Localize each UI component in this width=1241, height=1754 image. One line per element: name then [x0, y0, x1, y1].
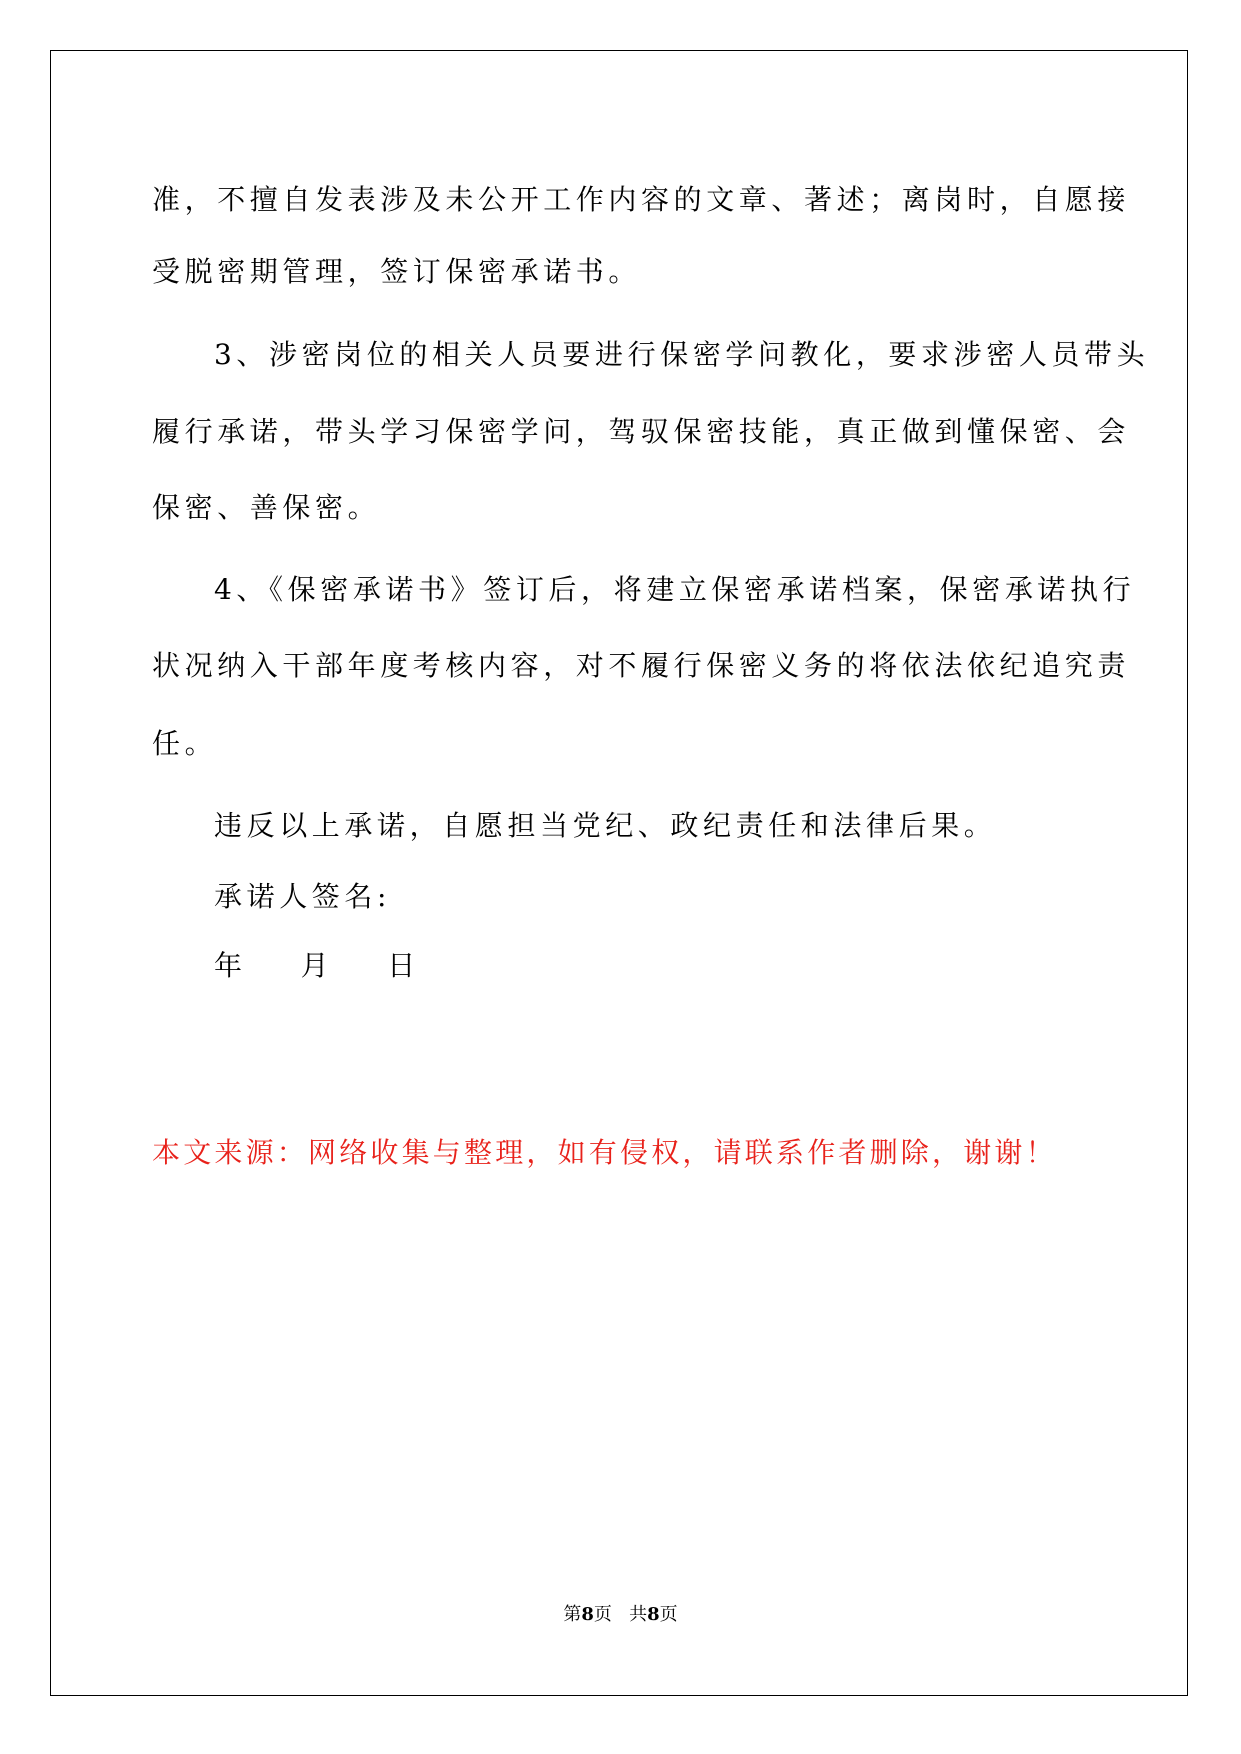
page-suffix: 页: [593, 1604, 612, 1625]
paragraph-line: 保密、善保密。: [152, 491, 381, 524]
paragraph-line: 违反以上承诺，自愿担当党纪、政纪责任和法律后果。: [214, 809, 997, 842]
paragraph-line: 准，不擅自发表涉及未公开工作内容的文章、著述；离岗时，自愿接: [152, 183, 1131, 216]
signature-label: 承诺人签名:: [214, 880, 392, 913]
paragraph-line: 履行承诺，带头学习保密学问，驾驭保密技能，真正做到懂保密、会: [152, 415, 1131, 448]
page-total: 8: [647, 1604, 660, 1625]
page-prefix: 第: [563, 1604, 582, 1625]
total-prefix: 共: [629, 1604, 648, 1625]
date-line: 年 月 日: [214, 949, 420, 982]
page-footer: [0, 1603, 1241, 1627]
paragraph-line: 任。: [152, 727, 218, 760]
paragraph-line: 3、涉密岗位的相关人员要进行保密学问教化，要求涉密人员带头: [214, 338, 1150, 371]
paragraph-line: 状况纳入干部年度考核内容，对不履行保密义务的将依法依纪追究责: [152, 649, 1131, 682]
total-suffix: 页: [659, 1604, 678, 1625]
page-current: 8: [581, 1604, 594, 1625]
paragraph-line: 4、《保密承诺书》签订后，将建立保密承诺档案，保密承诺执行: [214, 573, 1136, 606]
paragraph-line: 受脱密期管理，签订保密承诺书。: [152, 255, 642, 288]
source-note: 本文来源：网络收集与整理，如有侵权，请联系作者删除，谢谢！: [152, 1136, 1057, 1169]
